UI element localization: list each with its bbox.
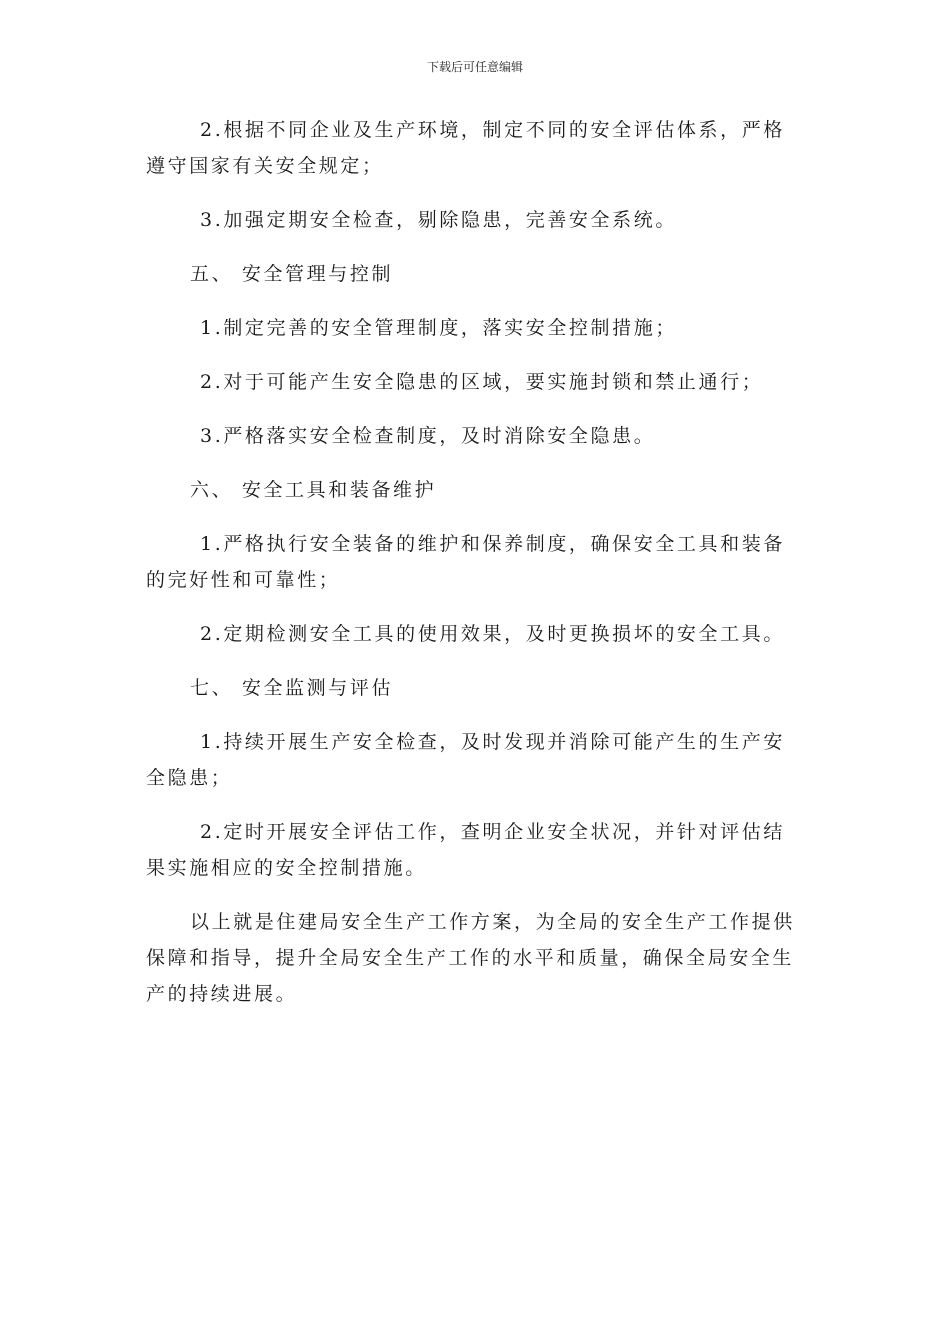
list-item: 2.定时开展安全评估工作，查明企业安全状况，并针对评估结果实施相应的安全控制措施。 bbox=[146, 821, 785, 879]
list-item: 1.持续开展生产安全检查，及时发现并消除可能产生的生产安全隐患； bbox=[146, 731, 785, 789]
list-item: 3.严格落实安全检查制度，及时消除安全隐患。 bbox=[200, 425, 656, 447]
list-item: 2.对于可能产生安全隐患的区域，要实施封锁和禁止通行； bbox=[200, 371, 764, 393]
list-item: 3.加强定期安全检查，剔除隐患，完善安全系统。 bbox=[200, 209, 677, 231]
section-heading: 七、 安全监测与评估 bbox=[190, 677, 394, 699]
list-item: 1.严格执行安全装备的维护和保养制度，确保安全工具和装备的完好性和可靠性； bbox=[146, 533, 785, 591]
section-heading: 五、 安全管理与控制 bbox=[190, 263, 394, 285]
document-body bbox=[146, 112, 806, 1012]
page-header: 下载后可任意编辑 bbox=[426, 60, 523, 74]
list-item: 2.根据不同企业及生产环境，制定不同的安全评估体系，严格遵守国家有关安全规定； bbox=[146, 119, 785, 177]
list-item: 1.制定完善的安全管理制度，落实安全控制措施； bbox=[200, 317, 677, 339]
list-item: 2.定期检测安全工具的使用效果，及时更换损坏的安全工具。 bbox=[200, 623, 785, 645]
closing-paragraph: 以上就是住建局安全生产工作方案，为全局的安全生产工作提供保障和指导，提升全局安全生产工作的水平和质量，确保全局安全生产的持续进展。 bbox=[146, 911, 795, 1005]
section-heading: 六、 安全工具和装备维护 bbox=[190, 479, 437, 501]
